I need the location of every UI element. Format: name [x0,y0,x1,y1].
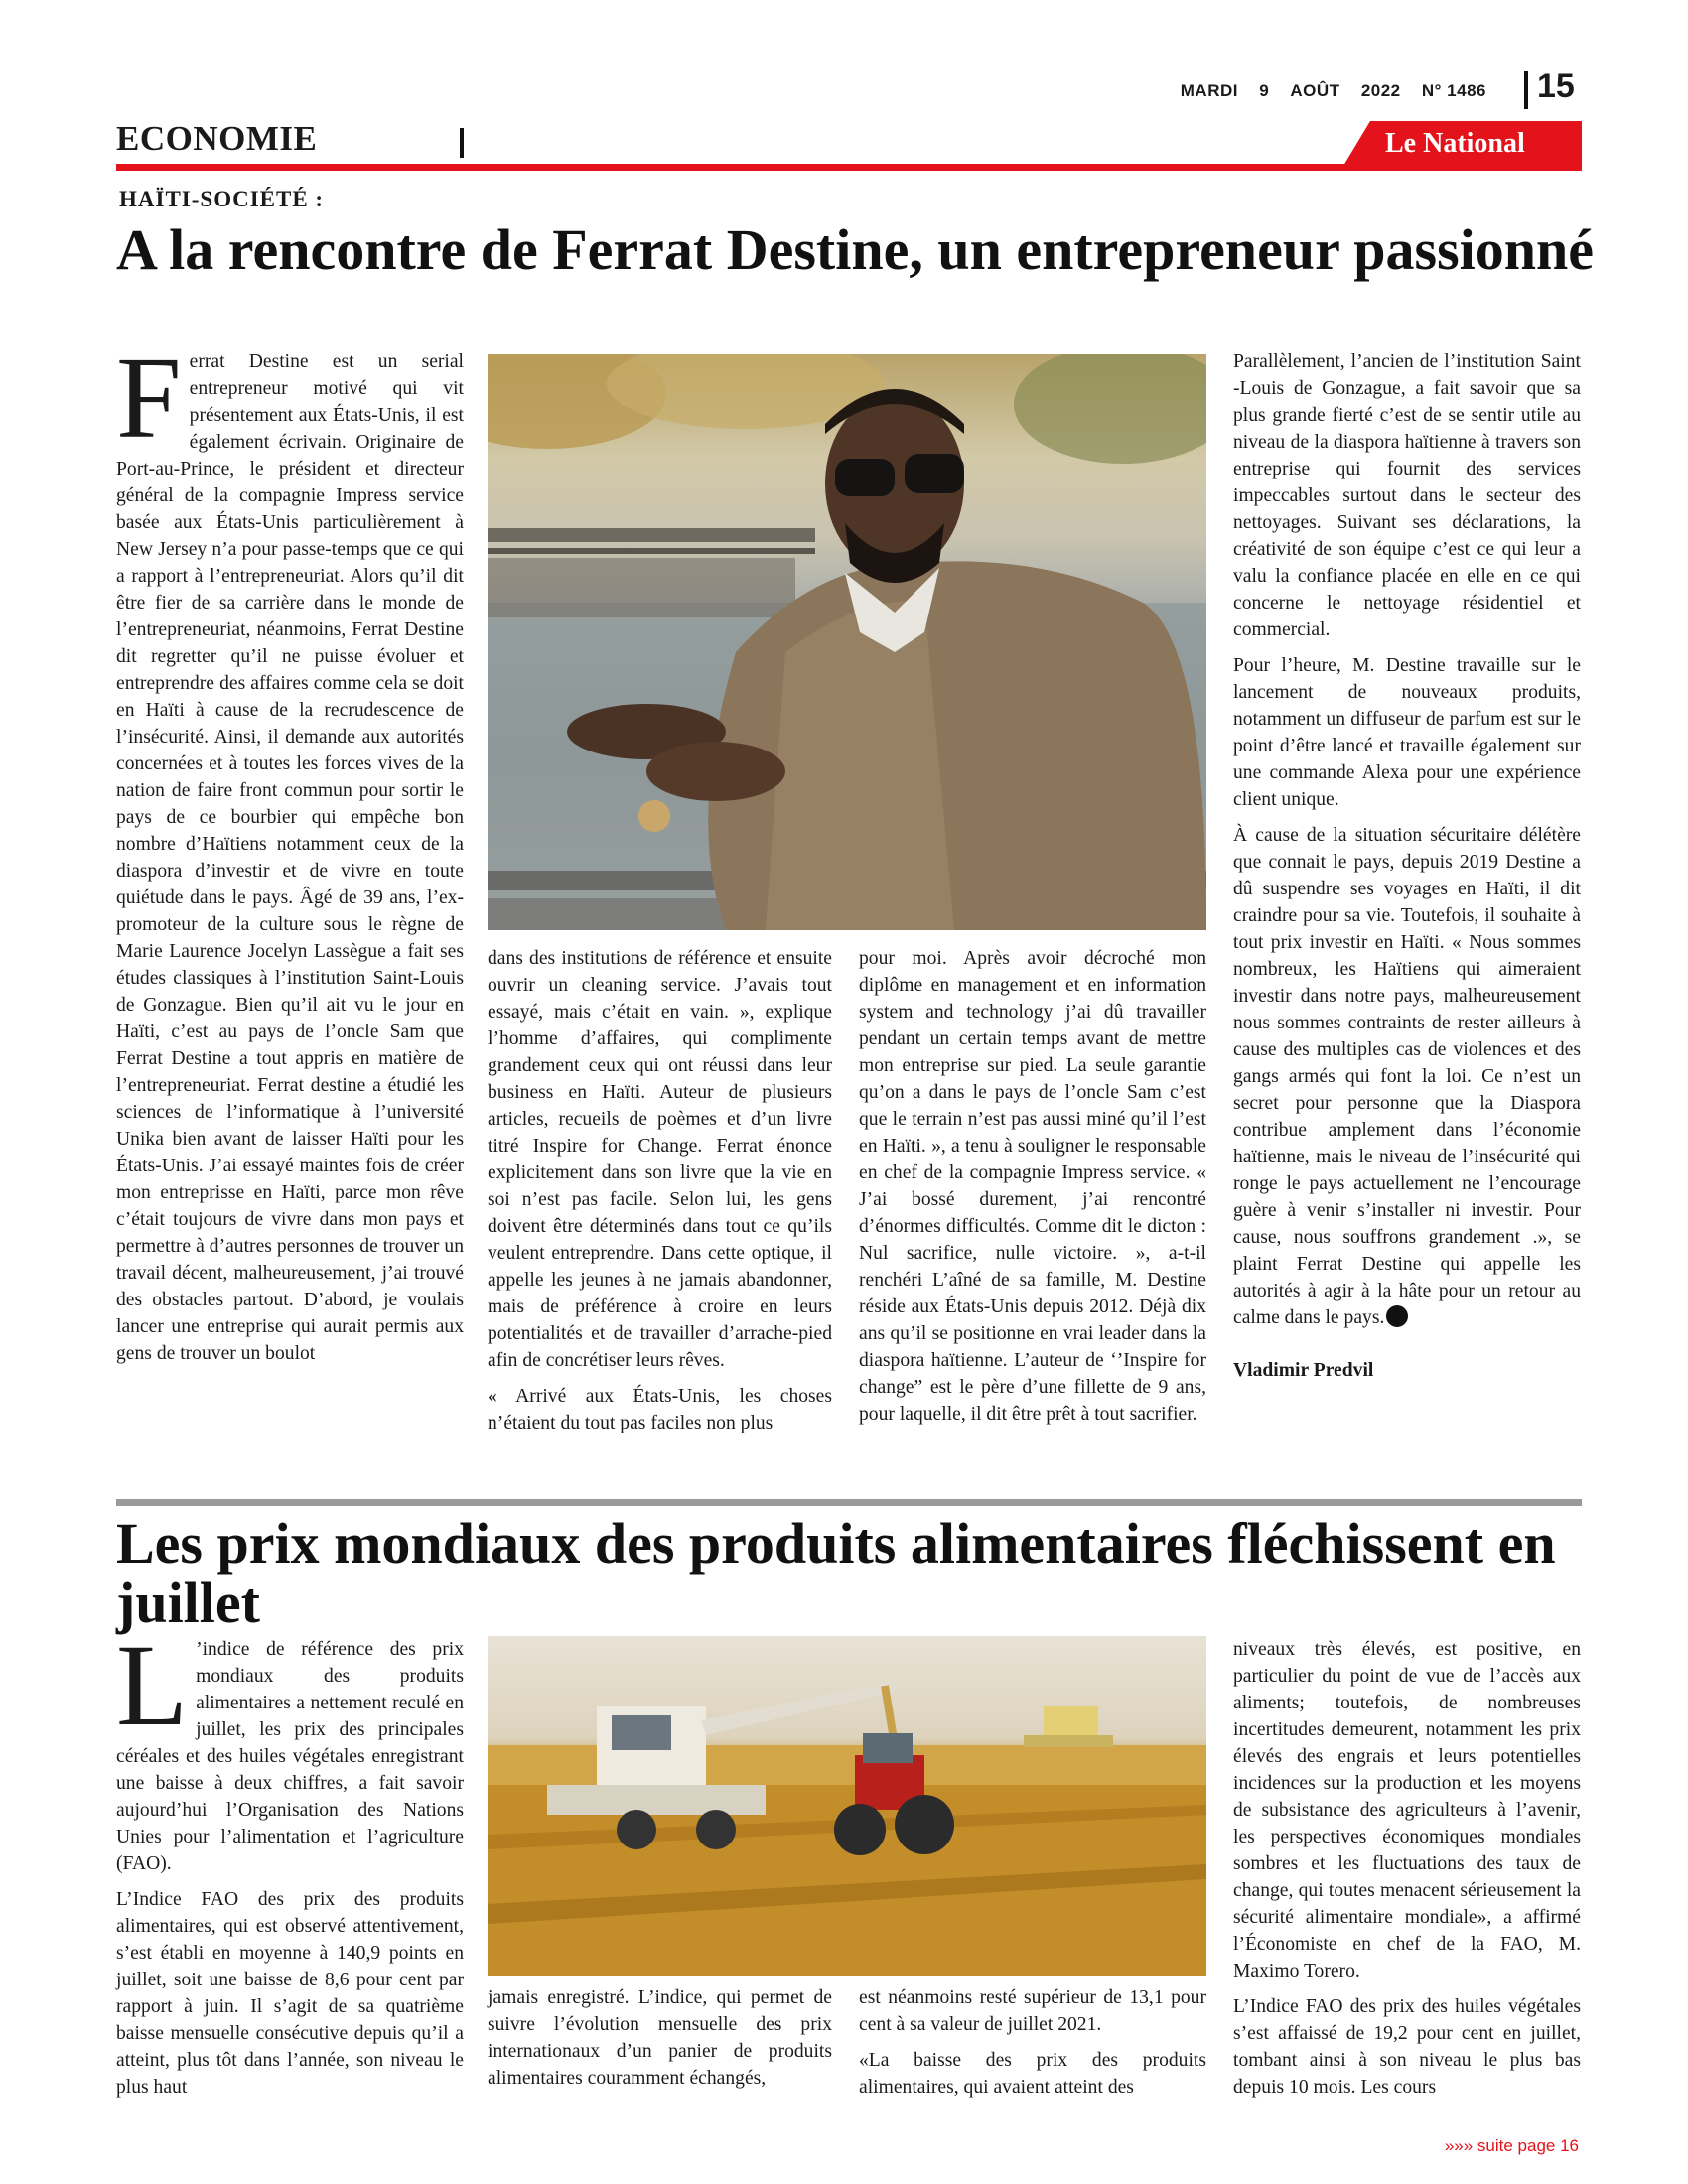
article2-col3-p2: «La baisse des prix des produits alimentaires, qui avaient atteint des [859,2050,1206,2098]
article1-column-2 [488,945,832,1445]
article1-photo [488,354,1206,930]
section-divider [460,128,464,158]
article2-col1-p1: ’indice de référence des prix mondiaux des produits alimentaires a nettement reculé en juillet, les prix des principales céréales et des huiles végétales enregistrant une baisse à deux chiffres, a fait savoir aujourd’hui l’Organisation des Nations Unies pour l’alimentation et l’agriculture (FAO). [116,1639,464,1874]
article1-col2-p2: « Arrivé aux États-Unis, les choses n’étaient du tout pas faciles non plus [488,1386,832,1433]
article1-kicker: HAÏTI-SOCIÉTÉ : [119,187,325,211]
article1-col1-p1: errat Destine est un serial entrepreneur motivé qui vit présentement aux États-Unis, il est également écrivain. Originaire de Port-au-Prince, le président et directeur général de la compagnie Impress service basée aux États-Unis particulièrement à New Jersey n’a pour passe-temps que ce qui a rapport à l’entrepreneuriat. Alors qu’il dit être fier de sa carrière dans le monde de l’entrepreneuriat, néanmoins, Ferrat Destine dit regretter qu’il ne puisse évoluer et entreprendre des affaires comme cela se doit en Haïti à cause de la recrudescence de l’insécurité. Ainsi, il demande aux autorités concernées et à toutes les forces vives de la nation de faire front commun pour sortir le pays de ce bourbier qui empêche bon nombre d’Haïtiens notamment ceux de la diaspora d’investir et de vivre en toute quiétude dans le pays. Âgé de 39 ans, l’ex-promoteur de la culture sous le règne de Marie Laurence Jocelyn Lassègue a fait ses études classiques à l’institution Saint-Louis de Gonzague. Bien qu’il ait vu le jour en Haïti, c’est au pays de l’oncle Sam que Ferrat Destine a tout appris en matière de l’entrepreneuriat. Ferrat destine a étudié les sciences de l’informatique à l’université Unika bien avant de laisser Haïti pour les États-Unis. J’ai essayé maintes fois de créer mon entreprisse en Haïti, parce mon rêve c’était toujours de vivre dans mon pays et permettre à d’autres personnes de trouver un travail décent, malheureusement, j’ai trouvé des obstacles partout. D’abord, je voulais lancer une entreprise qui aurait permis aux gens de trouver un boulot [116,351,464,1364]
article1-byline: Vladimir Predvil [1233,1360,1374,1381]
article2-headline: Les prix mondiaux des produits alimentaires fléchissent en juillet [116,1511,1556,1635]
article2-column-3 [859,1984,1206,2110]
date-number: 9 [1259,81,1270,100]
date-year: 2022 [1360,81,1401,100]
article1-col4-p3: À cause de la situation sécuritaire délétère que connait le pays, depuis 2019 Destine a dû suspendre ses voyages en Haïti, il dit craindre pour sa vie. Toutefois, il souhaite à tout prix investir en Haïti. « Nous sommes nombreux, les Haïtiens qui aimeraient investir dans notre pays, malheureusement nous sommes contraints de rester ailleurs à cause des multiples cas de violences et des gangs armés qui font la loi. Ce n’est un secret pour personne que la Diaspora contribue amplement dans l’économie haïtienne, mais le niveau de l’insécurité qui ronge le pays actuellement ne l’encourage guère à venir s’installer ni investir. Pour cause, nous souffrons grandement .», se plaint Ferrat Destine qui appelle les autorités à agir à la hâte pour un retour au calme dans le pays. [1233,825,1581,1328]
article-divider [116,1499,1582,1506]
article1-column-1 [116,333,464,1376]
article2-col1-p2: L’Indice FAO des prix des produits alimentaires, qui est observé attentivement, s’est établi en moyenne à 140,9 points en juillet, soit une baisse de 8,6 pour cent par rapport à juin. Il s’agit de sa quatrième baisse mensuelle consécutive depuis qu’il a atteint, plus tôt dans l’année, son niveau le plus haut [116,1889,464,2098]
continued-link[interactable]: »»» suite page 16 [1444,2136,1579,2155]
article2-col2-p1: jamais enregistré. L’indice, qui permet de suivre l’évolution mensuelle des prix internationaux d’un panier de produits alimentaires couramment échangés, [488,1987,832,2089]
end-of-article-mark [1386,1305,1408,1327]
article1-col2-p1: dans des institutions de référence et ensuite ouvrir un cleaning service. J’avais tout essayé, mais c’était en vain. », explique l’homme d’affaires, qui complimente grandement ceux qui ont réussi dans leur business en Haïti. Auteur de plusieurs articles, recueils de poèmes et d’un livre titré Inspire for Change. Ferrat énonce explicitement dans son livre que la vie en soi n’est pas facile. Selon lui, les gens doivent être déterminés dans tout ce qu’ils veulent entreprendre. Dans cette optique, il appelle les jeunes à ne jamais abandonner, mais de préférence à croire en leurs potentialités et de travailler d’arrache-pied afin de concrétiser leurs rêves. [488,948,832,1371]
dateline [1165,81,1486,101]
date-day: MARDI [1180,81,1238,100]
section-title: ECONOMIE [116,119,318,158]
article2-photo [488,1636,1206,1976]
harvest-photo-illustration [488,1636,1206,1976]
date-month: AOÛT [1290,81,1340,100]
article2-column-1 [116,1620,464,2110]
article1-column-4 [1233,348,1581,1393]
portrait-photo-illustration [488,354,1206,930]
header-rule [116,164,1582,171]
article1-col4-p2: Pour l’heure, M. Destine travaille sur le lancement de nouveaux produits, notamment un diffuseur de parfum est sur le point d’être lancé et travaille également sur une commande Alexa pour une expérience client unique. [1233,655,1581,810]
brand-name: Le National [1385,128,1525,159]
article1-headline: A la rencontre de Ferrat Destine, un entrepreneur passionné [116,217,1595,282]
article2-col4-p1: niveaux très élevés, est positive, en particulier du point de vue de l’accès aux aliments; toutefois, de nombreuses incertitudes demeurent, notamment les prix élevés des engrais et leurs potentielles incidences sur la production et les moyens de subsistance des agriculteurs à l’avenir, les perspectives économiques mondiales sombres et les fluctuations des taux de change, qui toutes menacent sérieusement la sécurité alimentaire mondiale», a affirmé l’Économiste en chef de la FAO, M. Maximo Torero. [1233,1639,1581,1981]
article2-col4-p2: L’Indice FAO des prix des huiles végétales s’est affaissé de 19,2 pour cent en juillet, tombant ainsi à son niveau le plus bas depuis 10 mois. Les cours [1233,1996,1581,2098]
article2-column-2 [488,1984,832,2101]
article1-column-3 [859,945,1206,1436]
article2-column-4 [1233,1636,1581,2110]
page-number: 15 [1537,68,1575,105]
issue-number: N° 1486 [1421,81,1486,100]
article2-dropcap: L [116,1620,189,1750]
article1-col4-p1: Parallèlement, l’ancien de l’institution Saint -Louis de Gonzague, a fait savoir que sa plus grande fierté c’est de se sentir utile au niveau de la diaspora haïtienne à travers son entreprise qui fournit des services impeccables surtout dans le secteur des nettoyages. Suivant ses déclarations, la créativité de son équipe c’est ce qui leur a valu la confiance placée en elle en ce qui concerne le nettoyage résidentiel et commercial. [1233,351,1581,640]
page-number-divider [1524,71,1528,109]
article1-dropcap: F [116,333,182,463]
article1-col3-p1: pour moi. Après avoir décroché mon diplôme en management et en information system and technology j’ai dû travailler pendant un certain temps avant de mettre mon entreprise sur pied. La seule garantie qu’on a dans le pays de l’oncle Sam c’est que le terrain n’est pas aussi miné qu’il l’est en Haïti. », a tenu à souligner le responsable en chef de la compagnie Impress service. « J’ai bossé durement, j’ai rencontré d’énormes difficultés. Comme dit le dicton : Nul sacrifice, nulle victoire. », a-t-il renchéri L’aîné de sa famille, M. Destine réside aux États-Unis depuis 2012. Déjà dix ans qu’il se positionne en vrai leader dans la diaspora haïtienne. L’auteur de ‘’Inspire for change” est le père d’une fillette de 9 ans, pour laquelle, il dit être prêt à tout sacrifier. [859,948,1206,1425]
article2-col3-p1: est néanmoins resté supérieur de 13,1 pour cent à sa valeur de juillet 2021. [859,1987,1206,2035]
